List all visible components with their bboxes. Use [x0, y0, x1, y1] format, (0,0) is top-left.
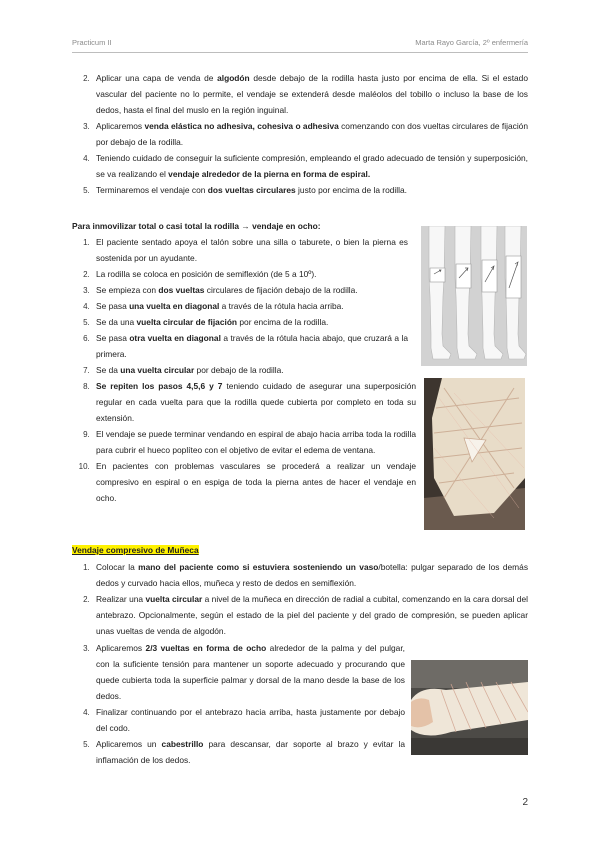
knee-bandage-sequence-image: [421, 226, 527, 366]
wrist-title-highlight: Vendaje compresivo de Muñeca: [72, 545, 199, 555]
list-item: 3. Aplicaremos venda elástica no adhesiva, cohesiva o adhesiva comenzando con dos vueltas circulares de fijación por debajo de la rodilla.: [92, 118, 528, 150]
bandaged-wrist-photo: [411, 660, 528, 755]
list-item: 5. Se da una vuelta circular de fijación por encima de la rodilla.: [92, 314, 408, 330]
list-item: 2. Aplicar una capa de venda de algodón desde debajo de la rodilla hasta justo por encima de ella. Si el estado vascular del paciente no lo permite, el vendaje se extenderá desde maléolos del tobillo o incluso la base de los dedos, hasta el final del muslo en la región inguinal.: [92, 70, 528, 118]
list-item: 3. Aplicaremos 2/3 vueltas en forma de ocho alrededor de la palma y del pulgar, con la suficiente tensión para mantener un soporte adecuado y procurando que quede cubierta toda la superficie palmar y dorsal de la mano desde la base de los dedos.: [92, 640, 405, 704]
list-item: 6. Se pasa otra vuelta en diagonal a través de la rótula hacia abajo, que cruzará a la primera.: [92, 330, 408, 362]
knee-steps-list-b: [72, 378, 416, 506]
list-item: 9. El vendaje se puede terminar vendando en espiral de abajo hacia arriba toda la rodilla para cubrir el hueco poplíteo con el objetivo de evitar el edema de ventana.: [92, 426, 416, 458]
page-number: 2: [522, 797, 528, 808]
list-item: 2. Realizar una vuelta circular a nivel de la muñeca en dirección de radial a cubital, comenzando en la cara dorsal del antebrazo. Opcionalmente, según el estado de la piel del paciente y del grado de compresión, se pueden aplicar unas vueltas de venda de algodón.: [92, 591, 528, 639]
leg-bandage-steps: [72, 70, 528, 198]
leg-steps-list: [72, 70, 528, 198]
wrist-steps-b: [72, 640, 405, 768]
knee-steps-b: [72, 378, 416, 506]
knee-section-title: Para inmovilizar total o casi total la rodilla → vendaje en ocho:: [72, 221, 321, 231]
list-item: 10. En pacientes con problemas vasculares se procederá a realizar un vendaje compresivo en espiral o en espiga de toda la pierna antes de hacer el vendaje en ocho.: [92, 458, 416, 506]
list-item: 4. Se pasa una vuelta en diagonal a través de la rótula hacia arriba.: [92, 298, 408, 314]
running-header-left: Practicum II: [72, 38, 112, 47]
list-item: 1. Colocar la mano del paciente como si estuviera sosteniendo un vaso/botella: pulgar separado de los demás dedos y curvado hacia ellos, muñeca y resto de dedos en semiflexión.: [92, 559, 528, 591]
header-rule: [72, 52, 528, 53]
wrist-section-title: [72, 542, 272, 558]
list-item: 5. Terminaremos el vendaje con dos vueltas circulares justo por encima de la rodilla.: [92, 182, 528, 198]
list-item: 7. Se da una vuelta circular por debajo de la rodilla.: [92, 362, 408, 378]
knee-steps-a: [72, 234, 408, 378]
list-item: 1. El paciente sentado apoya el talón sobre una silla o taburete, o bien la pierna es sostenida por un ayudante.: [92, 234, 408, 266]
knee-steps-list-a: [72, 234, 408, 378]
wrist-steps-list-a: [72, 559, 528, 639]
list-item: 4. Finalizar continuando por el antebrazo hacia arriba, hasta justamente por debajo del codo.: [92, 704, 405, 736]
wrist-steps-a: [72, 559, 528, 639]
list-item: 5. Aplicaremos un cabestrillo para descansar, dar soporte al brazo y evitar la inflamación de los dedos.: [92, 736, 405, 768]
list-item: 2. La rodilla se coloca en posición de semiflexión (de 5 a 10º).: [92, 266, 408, 282]
bandaged-knee-photo: [424, 378, 525, 530]
list-item: 3. Se empieza con dos vueltas circulares de fijación debajo de la rodilla.: [92, 282, 408, 298]
list-item: 8. Se repiten los pasos 4,5,6 y 7 teniendo cuidado de asegurar una superposición regular en cada vuelta para que la rodilla quede cubierta por completo en toda su extensión.: [92, 378, 416, 426]
running-header-right: Marta Rayo García, 2º enfermería: [415, 38, 528, 47]
wrist-steps-list-b: [72, 640, 405, 768]
list-item: 4. Teniendo cuidado de conseguir la suficiente compresión, empleando el grado adecuado de tensión y superposición, se va realizando el vendaje alrededor de la pierna en forma de espiral.: [92, 150, 528, 182]
